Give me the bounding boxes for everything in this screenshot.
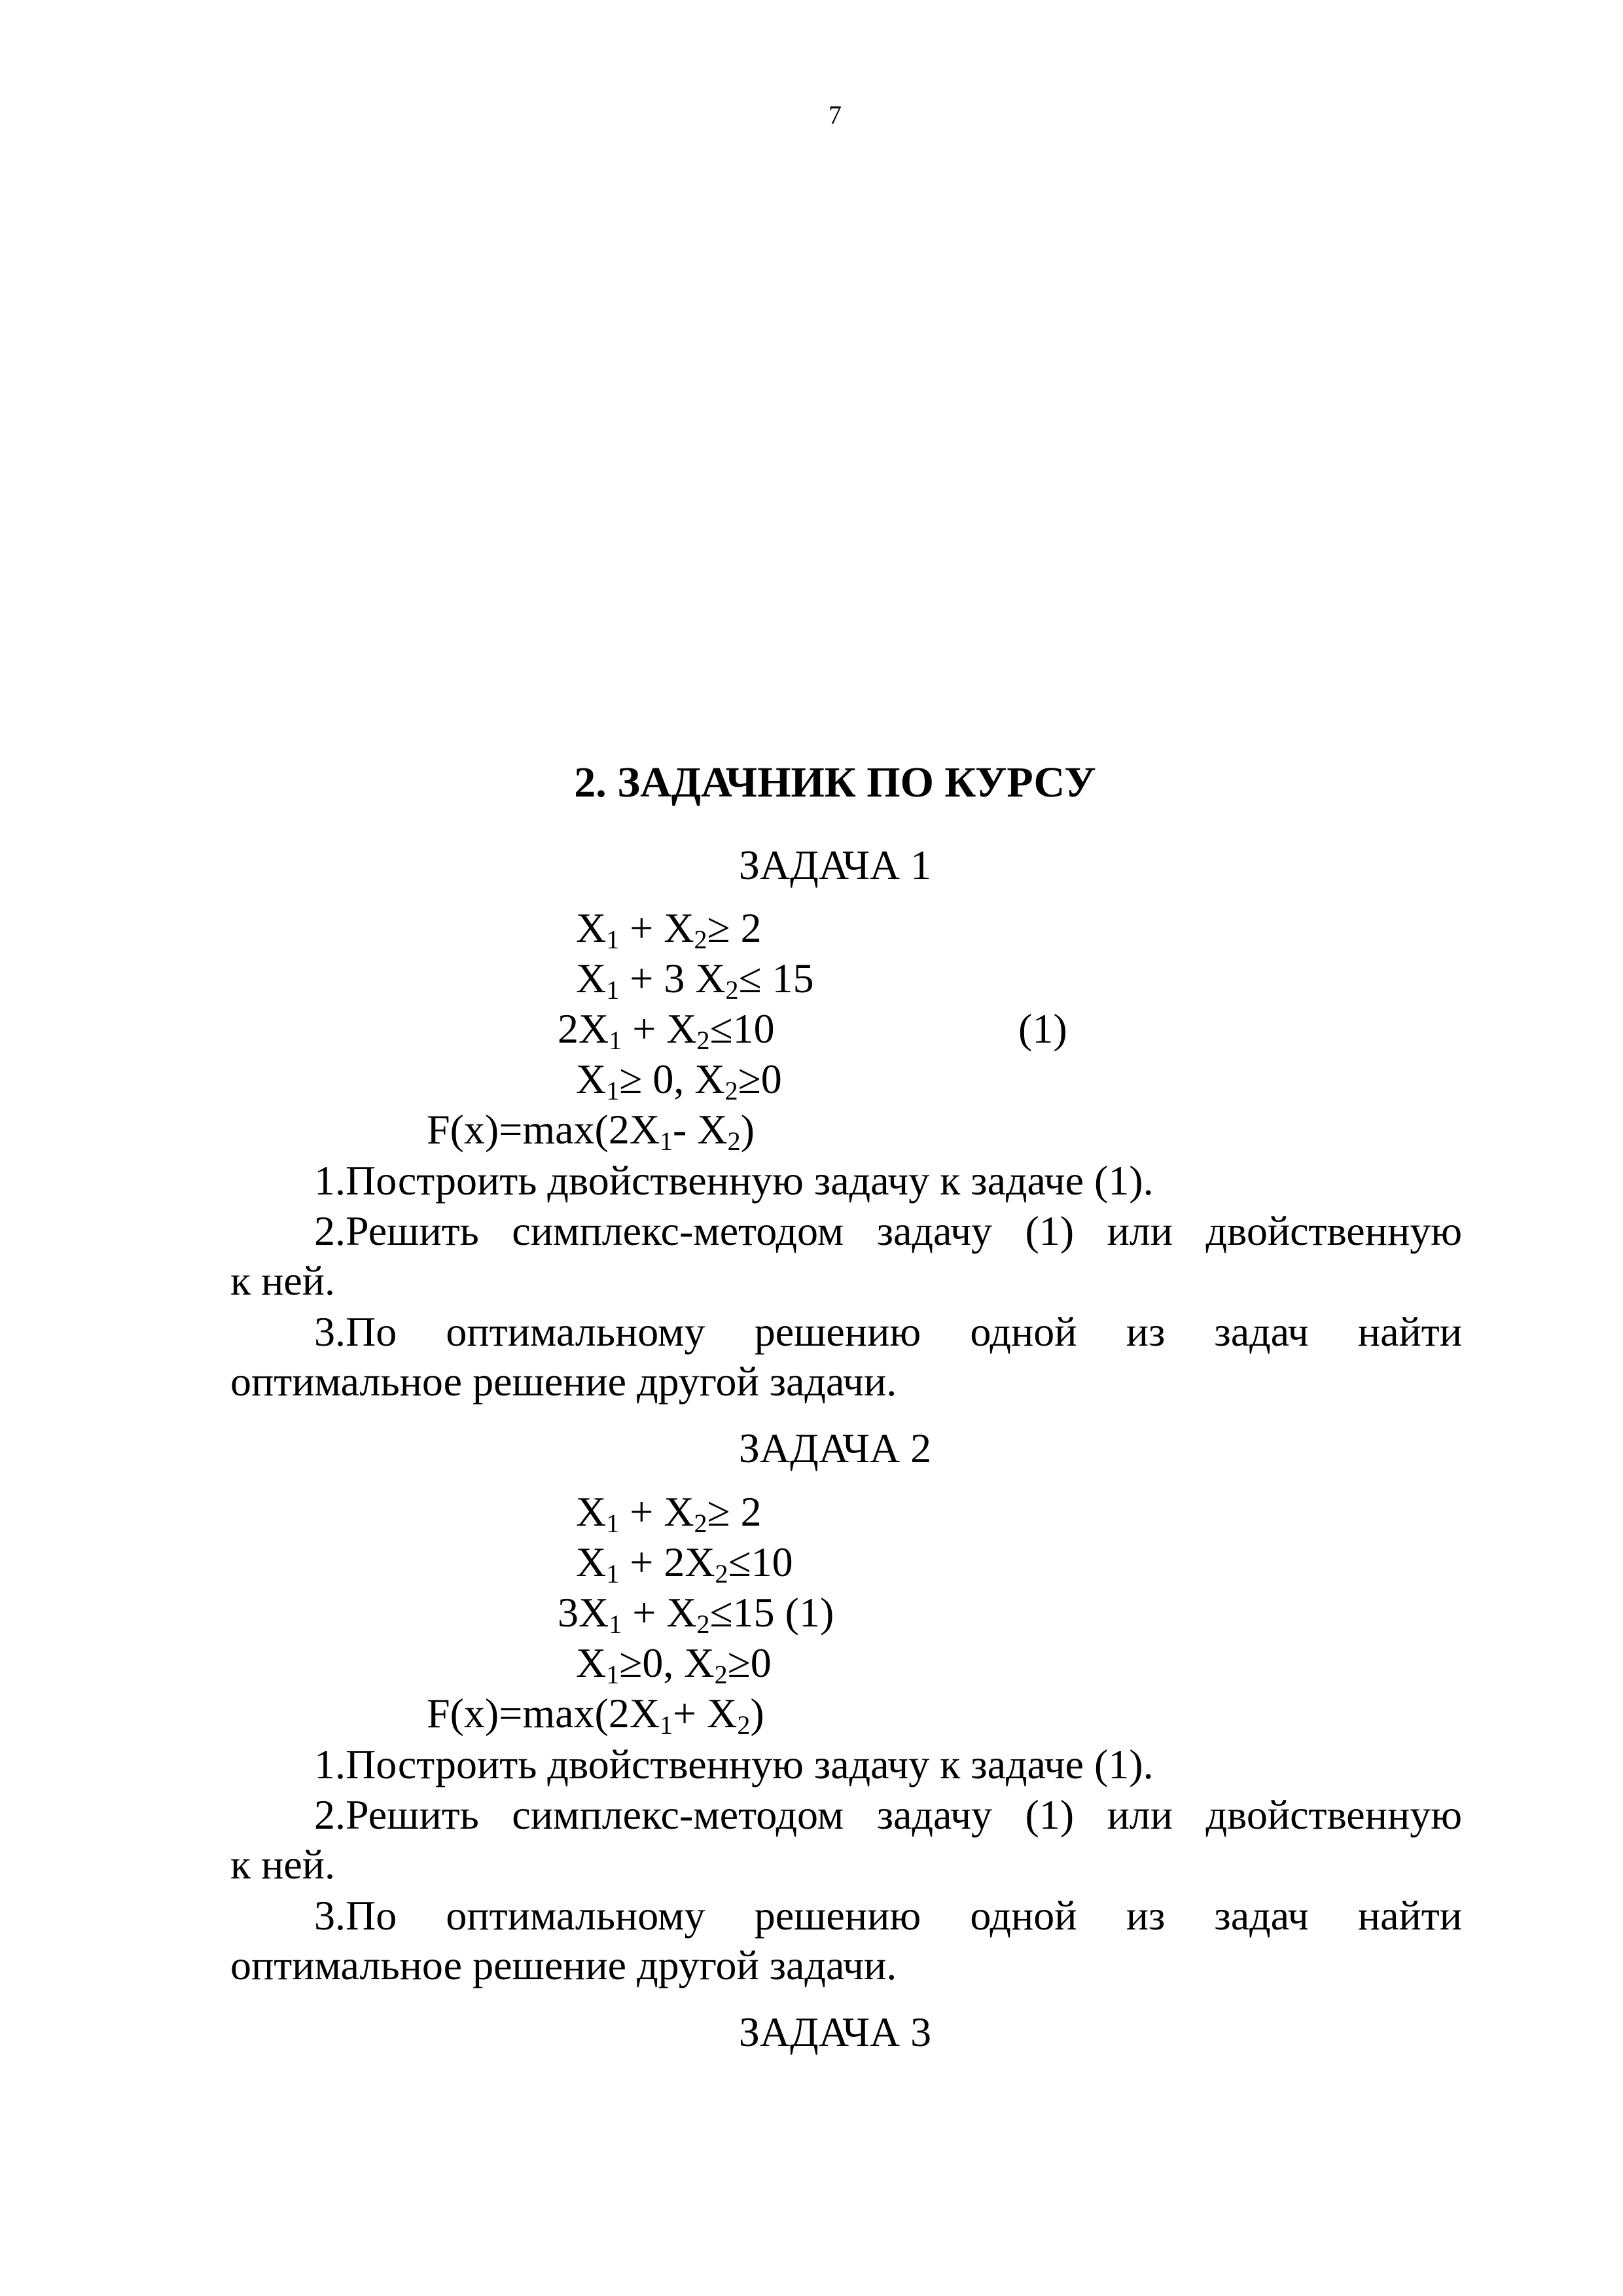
problem-2-objective: $F(x)=\max(2X_1+ X_2)$ xyxy=(427,1690,764,1740)
problem-2-constraint-4: $X_1\ge 0$, $X_2\ge 0$ xyxy=(576,1640,772,1689)
task-text: 3.По оптимальному решению одной из задач найти xyxy=(314,1892,1462,1939)
task-text: 1.Построить двойственную задачу к задаче (1). xyxy=(314,1741,1154,1787)
page-number: 7 xyxy=(829,100,842,130)
problem-3-title: ЗАДАЧА 3 xyxy=(738,2009,932,2055)
problem-1-title: ЗАДАЧА 1 xyxy=(738,842,932,888)
problem-2-task-2 xyxy=(230,1790,1462,1890)
task-text-continued: к ней. xyxy=(230,1257,335,1304)
task-text: 3.По оптимальному решению одной из задач найти xyxy=(314,1308,1462,1355)
problem-1-objective: $F(x)=\max(2X_1-$ $X_2$) xyxy=(427,1106,755,1156)
problem-2-constraint-2: $X_1 + 2X_2\le 10$ xyxy=(576,1539,793,1588)
problem-1-constraint-3: $2X_1 + X_2\le 10$ xyxy=(558,1005,775,1055)
problem-2-task-1 xyxy=(230,1740,1462,1789)
problem-1-constraint-1: $X_1 + X_2\ge 2$ xyxy=(576,905,762,954)
problem-2-task-3 xyxy=(230,1891,1462,1990)
problem-1-constraint-2: $X_1 + 3$ $X_2\le 15$ xyxy=(576,955,814,1005)
task-text-continued: оптимальное решение другой задачи. xyxy=(230,1358,897,1405)
task-text-continued: к ней. xyxy=(230,1841,335,1888)
problem-2-constraint-1: $X_1 + X_2\ge 2$ xyxy=(576,1488,762,1538)
task-text: 1.Построить двойственную задачу к задаче (1). xyxy=(314,1157,1154,1204)
problem-1-task-3 xyxy=(230,1307,1462,1407)
task-text-continued: оптимальное решение другой задачи. xyxy=(230,1942,897,1988)
problem-1-task-2 xyxy=(230,1206,1462,1306)
problem-1-equation-number: (1) xyxy=(1018,1005,1067,1052)
task-text: 2.Решить симплекс-методом задачу (1) или двойственную xyxy=(314,1208,1462,1254)
problem-1-task-1 xyxy=(230,1156,1462,1206)
problem-2-constraint-3: $3X_1 + X_2\le 15$ (1) xyxy=(558,1589,834,1639)
task-text: 2.Решить симплекс-методом задачу (1) или двойственную xyxy=(314,1791,1462,1838)
problem-1-constraint-4: $X_1\ge 0$, $X_2\ge 0$ xyxy=(576,1056,782,1105)
problem-2-title: ЗАДАЧА 2 xyxy=(738,1425,932,1471)
section-heading: 2. ЗАДАЧНИК ПО КУРСУ xyxy=(574,759,1096,806)
